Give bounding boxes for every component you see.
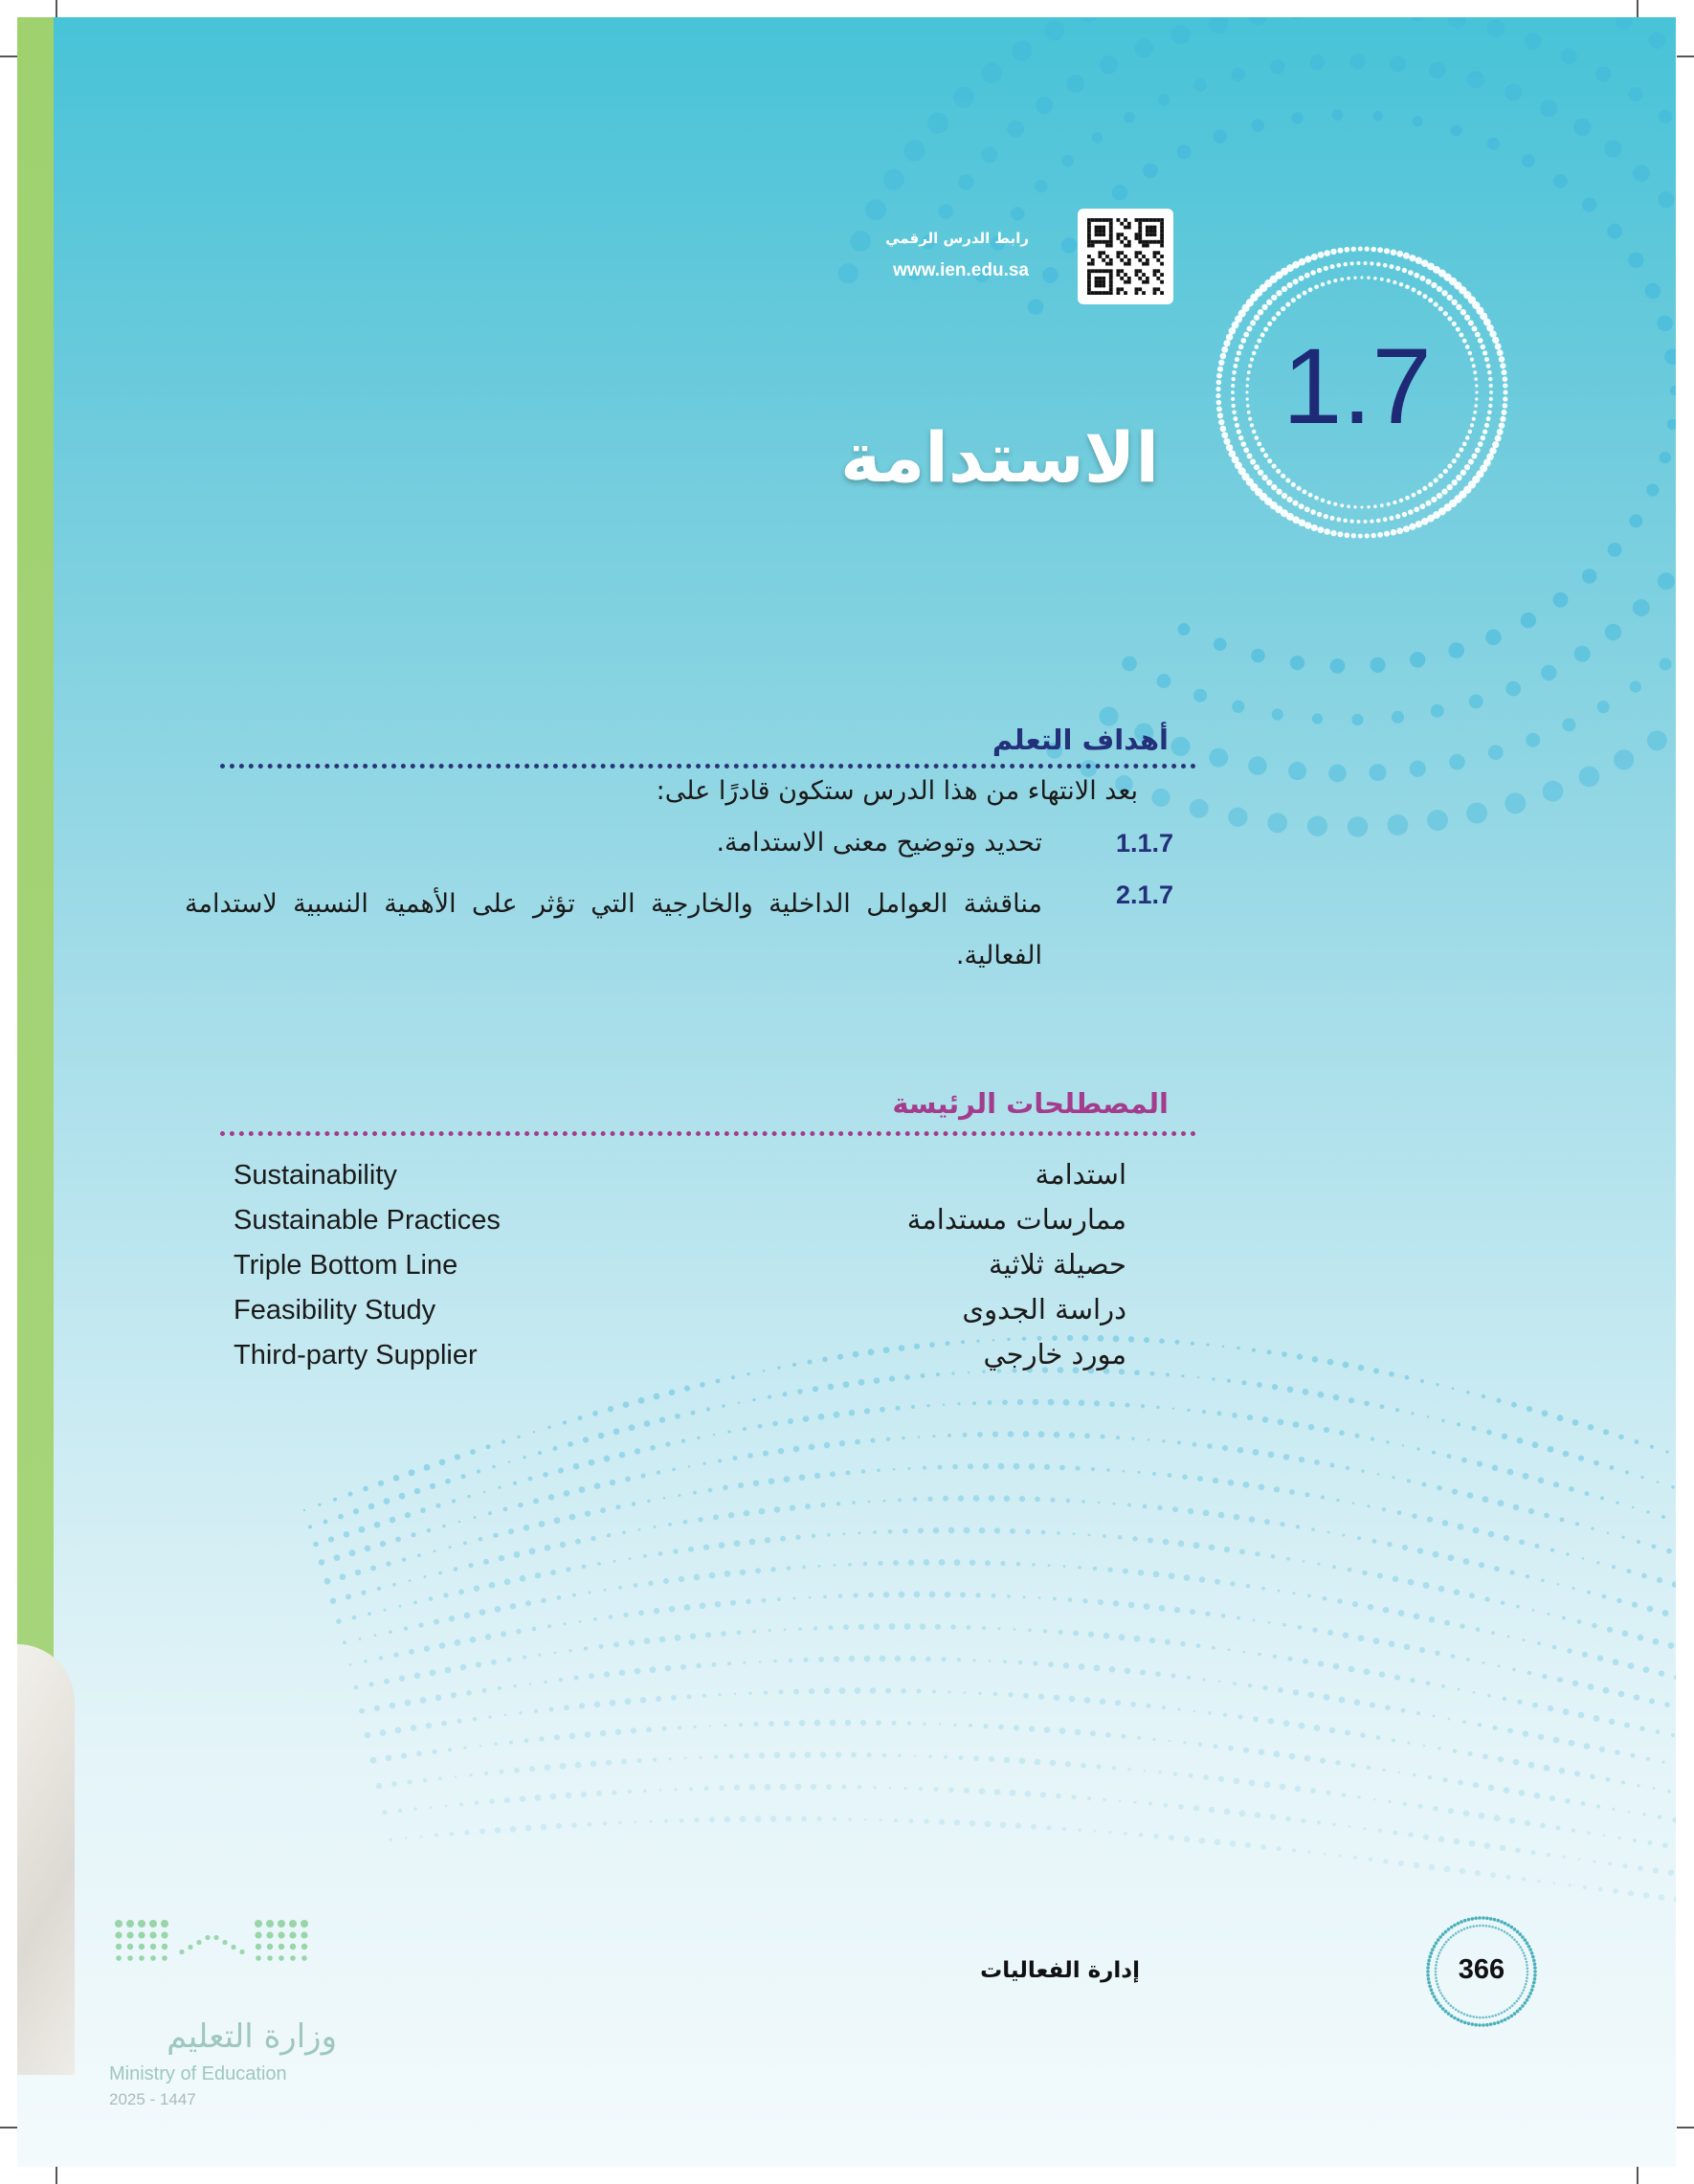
decor-dot (150, 1944, 156, 1950)
decor-dot (179, 1950, 184, 1954)
decor-dot (289, 1931, 296, 1938)
decor-dot (116, 1955, 122, 1961)
digital-lesson-label: رابط الدرس الرقمي (885, 230, 1029, 247)
lesson-title: الاستدامة (840, 417, 1159, 498)
decor-dot (301, 1944, 307, 1950)
decor-dot (255, 1931, 261, 1938)
term-arabic: حصيلة ثلاثية (989, 1248, 1126, 1281)
book-name: إدارة الفعاليات (980, 1958, 1140, 1983)
decor-dot (116, 1944, 122, 1950)
decor-dot (127, 1955, 133, 1961)
decor-dot (138, 1931, 145, 1938)
term-english: Triple Bottom Line (234, 1250, 458, 1281)
term-arabic: دراسة الجدوى (962, 1293, 1126, 1326)
ministry-name-arabic: وزارة التعليم (167, 2017, 337, 2056)
decor-dot (301, 1931, 307, 1938)
term-english: Sustainability (234, 1160, 397, 1191)
decor-dot (256, 1955, 261, 1961)
term-english: Feasibility Study (234, 1295, 436, 1326)
objective-text: تحديد وتوضيح معنى الاستدامة. (716, 828, 1042, 858)
decor-dot (267, 1944, 273, 1950)
decor-dot (149, 1920, 157, 1928)
objective-text: مناقشة العوامل الداخلية والخارجية التي تؤثر على الأهمية النسبية لاستدامة الفعالية. (185, 889, 1042, 970)
learning-objectives-heading: أهداف التعلم (992, 724, 1169, 756)
ministry-logo-icon (17, 17, 1676, 2167)
decor-dot (290, 1955, 296, 1961)
decor-dot (126, 1920, 134, 1928)
decor-dot (162, 1944, 167, 1950)
decor-dot (255, 1920, 262, 1928)
decor-dot (279, 1955, 284, 1961)
decor-dot (162, 1955, 167, 1961)
textbook-page (17, 17, 1676, 2167)
crop-mark (1637, 2167, 1638, 2184)
decor-dot (289, 1920, 297, 1928)
crop-mark (1637, 0, 1638, 17)
crop-mark (1677, 56, 1694, 57)
decor-dot (256, 1944, 261, 1950)
decor-dot (161, 1931, 167, 1938)
decor-dot (115, 1920, 123, 1928)
decor-dot (267, 1955, 273, 1961)
decor-dot (222, 1940, 227, 1945)
objective-number: 2.1.7 (1115, 880, 1173, 909)
decor-dot (161, 1920, 168, 1928)
decor-dot (196, 1940, 201, 1945)
decor-dot (188, 1945, 192, 1950)
decor-dot (266, 1920, 274, 1928)
decor-dot (301, 1955, 307, 1961)
decor-dot (231, 1945, 235, 1950)
crop-mark (56, 2167, 57, 2184)
crop-mark (1677, 2127, 1694, 2128)
term-arabic: مورد خارجي (983, 1338, 1126, 1371)
decor-dot (290, 1944, 296, 1950)
term-arabic: استدامة (1035, 1158, 1126, 1191)
objective-number: 1.1.7 (1115, 829, 1173, 858)
crop-mark (0, 56, 17, 57)
term-english: Third-party Supplier (234, 1340, 478, 1371)
key-terms-heading: المصطلحات الرئيسة (892, 1087, 1169, 1120)
decor-dot (278, 1931, 284, 1938)
decor-dot (115, 1931, 122, 1938)
decor-dot (149, 1931, 156, 1938)
digital-lesson-url[interactable]: www.ien.edu.sa (893, 260, 1029, 280)
crop-mark (0, 2127, 17, 2128)
decor-dot (239, 1950, 244, 1954)
decor-dot (266, 1931, 273, 1938)
decor-dot (205, 1935, 210, 1940)
decor-dot (127, 1944, 133, 1950)
decor-dot (150, 1955, 156, 1961)
edition-year: 2025 - 1447 (109, 2090, 196, 2108)
decor-dot (138, 1920, 145, 1928)
term-arabic: ممارسات مستدامة (906, 1203, 1126, 1236)
decor-dot (278, 1920, 285, 1928)
page-number: 366 (1458, 1954, 1505, 1985)
crop-mark (56, 0, 57, 17)
decor-dot (279, 1944, 284, 1950)
objectives-intro: بعد الانتهاء من هذا الدرس ستكون قادرًا على: (656, 776, 1138, 806)
decor-dot (126, 1931, 133, 1938)
decor-dot (139, 1955, 145, 1961)
ministry-name-english: Ministry of Education (109, 2063, 287, 2084)
lesson-number: 1.7 (1282, 326, 1432, 446)
term-english: Sustainable Practices (234, 1205, 501, 1236)
decor-dot (301, 1920, 308, 1928)
decor-dot (213, 1935, 218, 1940)
decor-dot (139, 1944, 145, 1950)
